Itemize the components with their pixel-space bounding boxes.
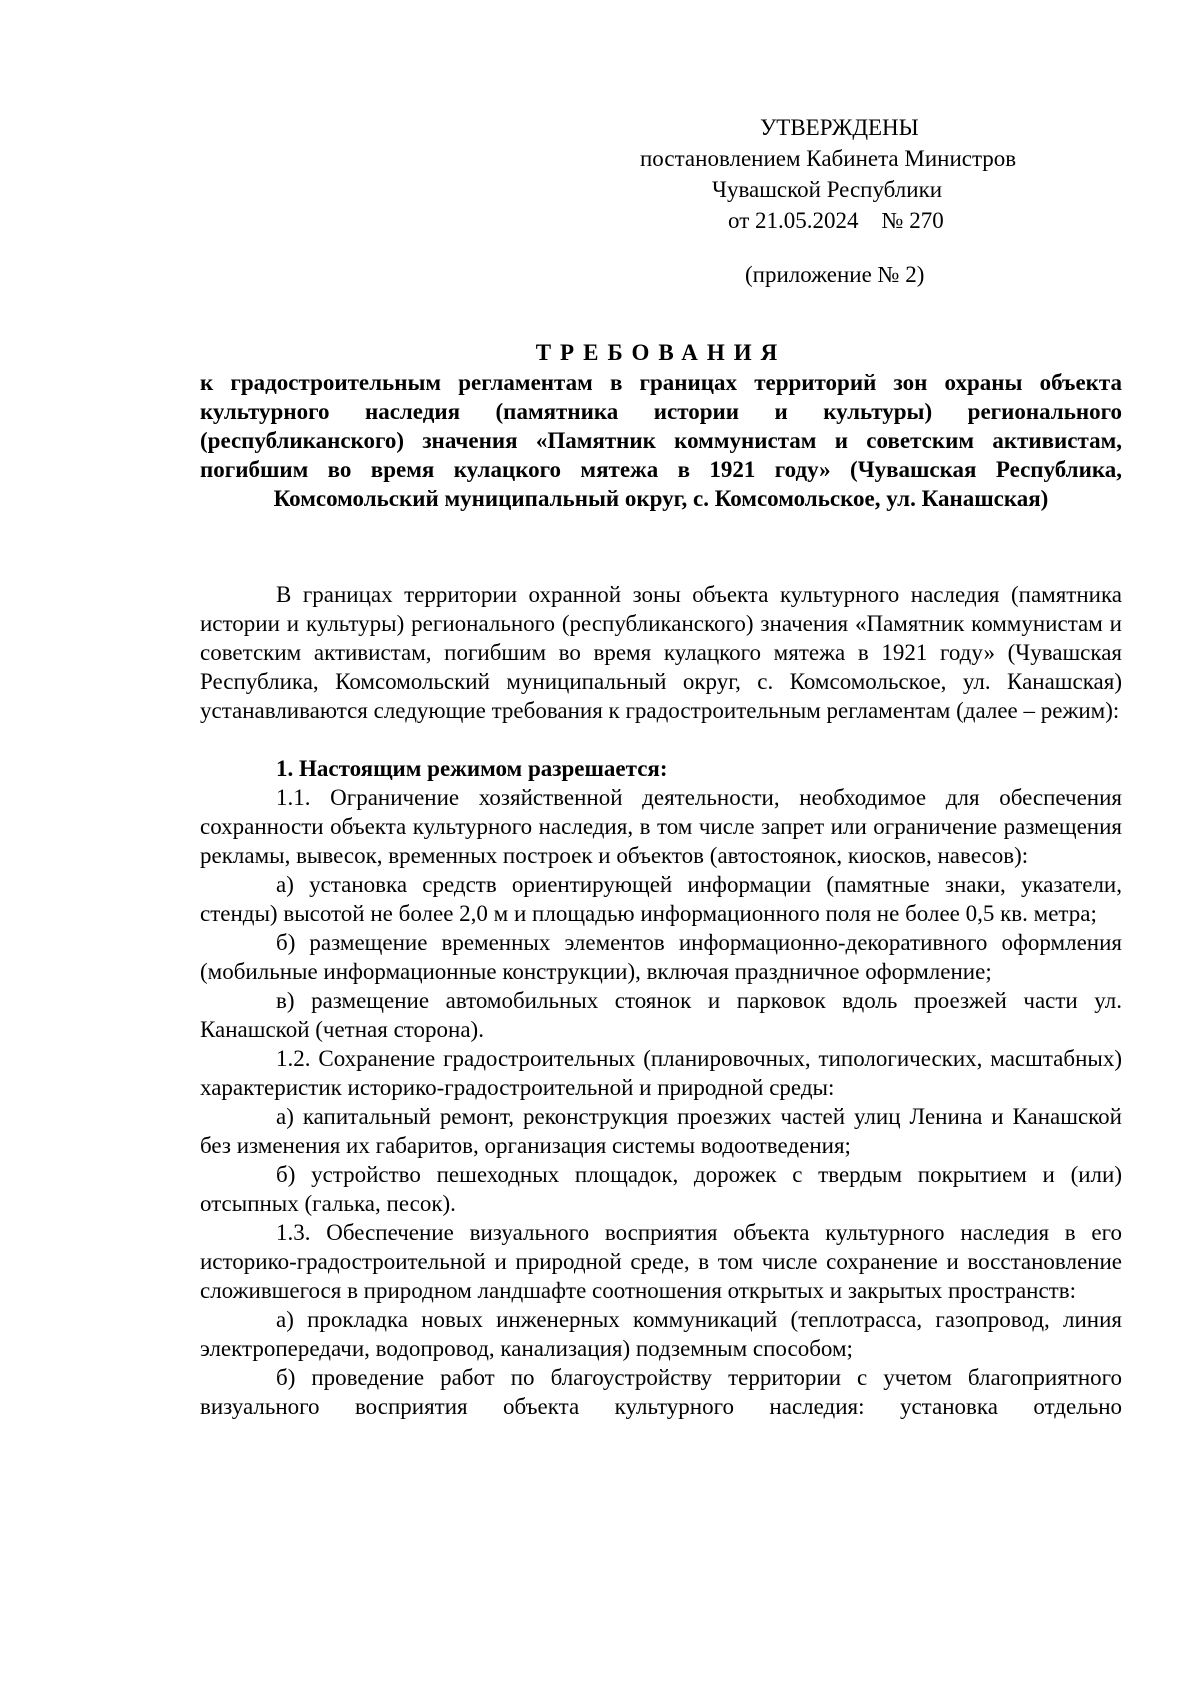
document-title: ТРЕБОВАНИЯ	[535, 340, 787, 365]
section-1-heading: 1. Настоящим режимом разрешается:	[276, 756, 668, 781]
appendix-number: (приложение № 2)	[745, 262, 925, 287]
clause-1-1-b: б) размещение временных элементов информационно-декоративного оформления (мобильные информационные конструкции), включая праздничное оформление;	[200, 930, 1122, 984]
clause-1-2-b: б) устройство пешеходных площадок, дорожек с твердым покрытием и (или) отсыпных (галька, песок).	[200, 1162, 1122, 1216]
approval-heading: УТВЕРЖДЕНЫ	[760, 115, 919, 140]
clause-1-3-b: б) проведение работ по благоустройству территории с учетом благоприятного визуального восприятия объекта культурного наследия: установка отдельно	[200, 1365, 1122, 1419]
approval-stamp	[640, 112, 1120, 290]
clause-1-2: 1.2. Сохранение градостроительных (планировочных, типологических, масштабных) характеристик историко-градостроительной и природной среды:	[200, 1046, 1122, 1100]
clause-1-1-v: в) размещение автомобильных стоянок и парковок вдоль проезжей части ул. Канашской (четная сторона).	[200, 988, 1122, 1042]
clause-1-3: 1.3. Обеспечение визуального восприятия объекта культурного наследия в его историко-градостроительной и природной среде, в том числе сохранение и восстановление сложившегося в природном ландшафте соотношения открытых и закрытых пространств:	[200, 1220, 1122, 1303]
approval-authority: постановлением Кабинета Министров	[640, 146, 1017, 171]
clause-1-3-a: а) прокладка новых инженерных коммуникаций (теплотрасса, газопровод, линия электропередачи, водопровод, канализация) подземным способом;	[200, 1307, 1122, 1361]
approval-republic: Чувашской Республики	[712, 177, 943, 202]
document-subtitle: к градостроительным регламентам в границах территорий зон охраны объекта культурного наследия (памятника истории и культуры) регионального (республиканского) значения «Памятник коммунистам и советским активистам, погибшим во время кулацкого мятежа в 1921 году» (Чувашская Республика, Комсомольский муниципальный округ, с. Комсомольское, ул. Канашская)	[200, 370, 1122, 511]
approval-date-number: от 21.05.2024 № 270	[728, 208, 944, 233]
clause-1-1: 1.1. Ограничение хозяйственной деятельности, необходимое для обеспечения сохранности объекта культурного наследия, в том числе запрет или ограничение размещения рекламы, вывесок, временных построек и объектов (автостоянок, киосков, навесов):	[200, 785, 1122, 868]
clause-1-2-a: а) капитальный ремонт, реконструкция проезжих частей улиц Ленина и Канашской без изменения их габаритов, организация системы водоотведения;	[200, 1104, 1122, 1158]
document-body	[200, 580, 1122, 1421]
clause-1-1-a: а) установка средств ориентирующей информации (памятные знаки, указатели, стенды) высотой не более 2,0 м и площадью информационного поля не более 0,5 кв. метра;	[200, 872, 1122, 926]
intro-paragraph: В границах территории охранной зоны объекта культурного наследия (памятника истории и культуры) регионального (республиканского) значения «Памятник коммунистам и советским активистам, погибшим во время кулацкого мятежа в 1921 году» (Чувашская Республика, Комсомольский муниципальный округ, с. Комсомольское, ул. Канашская) устанавливаются следующие требования к градостроительным регламентам (далее – режим):	[200, 582, 1122, 723]
